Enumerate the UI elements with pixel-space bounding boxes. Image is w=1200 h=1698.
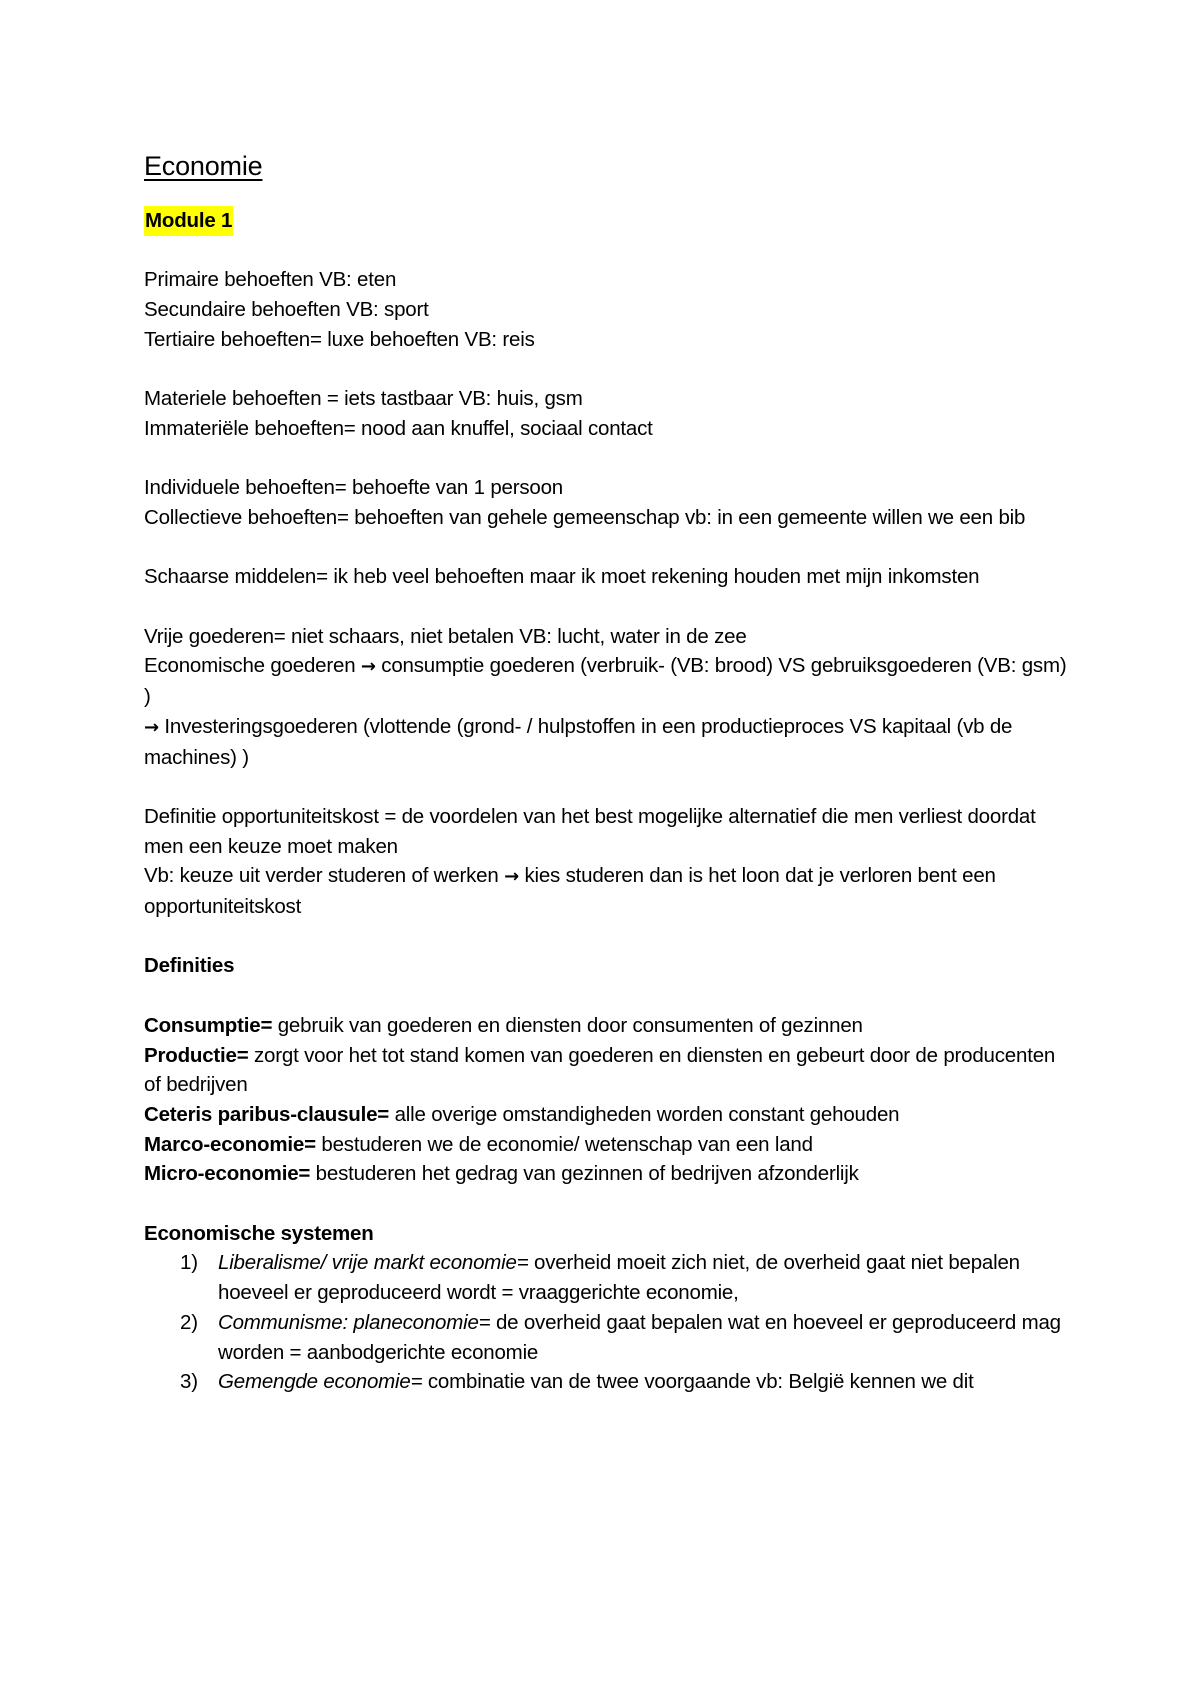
system-term: Communisme: planeconomie= xyxy=(218,1310,491,1334)
definition-term: Productie= xyxy=(144,1043,249,1067)
text-line: Materiele behoeften = iets tastbaar VB: huis, gsm xyxy=(144,387,583,411)
module-heading-block xyxy=(144,206,1074,236)
text-line: Schaarse middelen= ik heb veel behoeften maar ik moet rekening houden met mijn inkomsten xyxy=(144,565,980,589)
definitions-list xyxy=(144,1011,1074,1189)
definition-item xyxy=(144,1130,1074,1160)
definition-term: Marco-economie= xyxy=(144,1132,316,1156)
text-line: Secundaire behoeften VB: sport xyxy=(144,298,429,322)
list-number: 3) xyxy=(180,1370,198,1394)
list-number: 2) xyxy=(180,1310,198,1334)
list-number: 1) xyxy=(180,1251,198,1275)
definition-item xyxy=(144,1100,1074,1130)
text-line: Primaire behoeften VB: eten xyxy=(144,268,397,292)
example-prefix: Vb: keuze uit verder studeren of werken xyxy=(144,864,505,888)
definition-text: bestuderen we de economie/ wetenschap van een land xyxy=(315,1132,813,1156)
system-text: overheid moeit zich niet, de overheid gaat niet bepalen hoeveel er geproduceerd wordt = vraaggerichte economie, xyxy=(218,1251,1020,1305)
economic-goods-rest: consumptie goederen (verbruik- (VB: brood) VS gebruiksgoederen (VB: gsm) ) xyxy=(144,654,1067,709)
definition-text: gebruik van goederen en diensten door consumenten of gezinnen xyxy=(272,1013,863,1037)
systems-list xyxy=(144,1248,1074,1397)
definition-item xyxy=(144,1159,1074,1189)
system-text: combinatie van de twee voorgaande vb: België kennen we dit xyxy=(422,1370,974,1394)
arrow-right-icon: → xyxy=(360,656,376,678)
document-page xyxy=(144,148,1074,1397)
investment-goods-line xyxy=(144,712,1074,772)
definition-item xyxy=(144,1041,1074,1100)
arrow-right-icon: → xyxy=(144,716,159,738)
example-rest: kies studeren dan is het loon dat je verloren bent een opportuniteitskost xyxy=(144,864,996,919)
text-line: Definitie opportuniteitskost = de voordelen van het best mogelijke alternatief die men verliest doordat men een keuze moet maken xyxy=(144,804,1036,858)
needs-levels-block xyxy=(144,265,1074,354)
text-line: Vrije goederen= niet schaars, niet betalen VB: lucht, water in de zee xyxy=(144,624,747,648)
system-item xyxy=(144,1308,1074,1367)
definition-text: zorgt voor het tot stand komen van goederen en diensten en gebeurt door de producenten of bedrijven xyxy=(144,1043,1056,1097)
definition-term: Consumptie= xyxy=(144,1013,273,1037)
investment-goods-text: Investeringsgoederen (vlottende (grond- / hulpstoffen in een productieproces VS kapitaal (vb de machines) ) xyxy=(144,714,1013,769)
needs-group-block xyxy=(144,473,1074,532)
system-term: Gemengde economie= xyxy=(218,1370,423,1394)
system-text: de overheid gaat bepalen wat en hoeveel er geproduceerd mag worden = aanbodgerichte economie xyxy=(218,1310,1061,1364)
goods-block xyxy=(144,622,1074,773)
definition-term: Ceteris paribus-clausule= xyxy=(144,1102,390,1126)
text-line: Collectieve behoeften= behoeften van gehele gemeenschap vb: in een gemeente willen we een bib xyxy=(144,505,1026,529)
definitions-heading: Definities xyxy=(144,954,235,978)
module-heading: Module 1 xyxy=(144,206,233,236)
economic-goods-prefix: Economische goederen xyxy=(144,654,361,678)
text-line: Immateriële behoeften= nood aan knuffel, sociaal contact xyxy=(144,416,653,440)
page-title: Economie xyxy=(144,151,263,181)
text-line: Individuele behoeften= behoefte van 1 persoon xyxy=(144,476,563,500)
economic-goods-line xyxy=(144,651,1074,711)
system-item xyxy=(144,1248,1074,1307)
system-term: Liberalisme/ vrije markt economie= xyxy=(218,1251,529,1275)
text-line: Tertiaire behoeften= luxe behoeften VB: reis xyxy=(144,327,535,351)
definition-item xyxy=(144,1011,1074,1041)
system-item xyxy=(144,1367,1074,1397)
definition-text: alle overige omstandigheden worden constant gehouden xyxy=(389,1102,900,1126)
arrow-right-icon: → xyxy=(504,866,519,888)
systems-heading: Economische systemen xyxy=(144,1221,374,1245)
opportunity-cost-block xyxy=(144,802,1074,922)
scarce-means-block xyxy=(144,562,1074,592)
needs-material-block xyxy=(144,384,1074,443)
definition-text: bestuderen het gedrag van gezinnen of bedrijven afzonderlijk xyxy=(310,1162,859,1186)
definition-term: Micro-economie= xyxy=(144,1162,311,1186)
opportunity-example-line xyxy=(144,861,1074,921)
